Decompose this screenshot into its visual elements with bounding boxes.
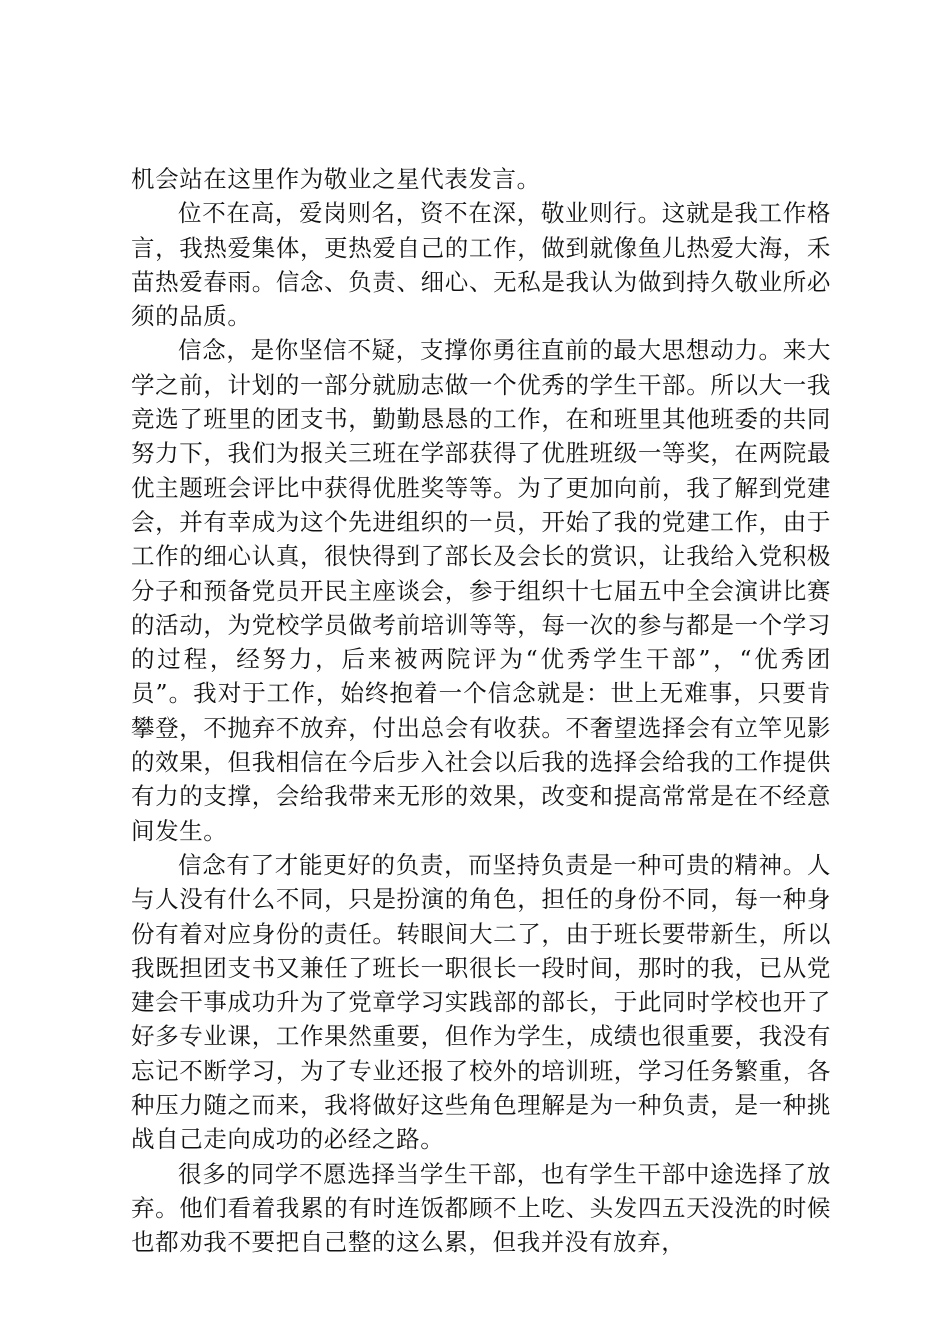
- document-page: [131, 162, 831, 1260]
- paragraph-continuation: 机会站在这里作为敬业之星代表发言。: [131, 165, 541, 193]
- paragraph-persistence: 很多的同学不愿选择当学生干部，也有学生干部中途选择了放弃。他们看着我累的有时连饭都顾不上吃、头发四五天没洗的时候也都劝我不要把自己整的这么累，但我并没有放弃，: [131, 1159, 831, 1257]
- paragraph-work-motto: 位不在高，爱岗则名，资不在深，敬业则行。这就是我工作格言，我热爱集体，更热爱自己的工作，做到就像鱼儿热爱大海，禾苗热爱春雨。信念、负责、细心、无私是我认为做到持久敬业所必须的品质。: [131, 199, 831, 331]
- paragraph-responsibility: 信念有了才能更好的负责，而坚持负责是一种可贵的精神。人与人没有什么不同，只是扮演的角色，担任的身份不同，每一种身份有着对应身份的责任。转眼间大二了，由于班长要带新生，所以我既担团支书又兼任了班长一职很长一段时间，那时的我，已从党建会干事成功升为了党章学习实践部的部长，于此同时学校也开了好多专业课，工作果然重要，但作为学生，成绩也很重要，我没有忘记不断学习，为了专业还报了校外的培训班，学习任务繁重，各种压力随之而来，我将做好这些角色理解是为一种负责，是一种挑战自己走向成功的必经之路。: [131, 850, 831, 1154]
- paragraph-belief: 信念，是你坚信不疑，支撑你勇往直前的最大思想动力。来大学之前，计划的一部分就励志做一个优秀的学生干部。所以大一我竞选了班里的团支书，勤勤恳恳的工作，在和班里其他班委的共同努力下，我们为报关三班在学部获得了优胜班级一等奖，在两院最优主题班会评比中获得优胜奖等等。为了更加向前，我了解到党建会，并有幸成为这个先进组织的一员，开始了我的党建工作，由于工作的细心认真，很快得到了部长及会长的赏识，让我给入党积极分子和预备党员开民主座谈会，参于组织十七届五中全会演讲比赛的活动，为党校学员做考前培训等等，每一次的参与都是一个学习的过程，经努力，后来被两院评为“优秀学生干部”，“优秀团员”。我对于工作，始终抱着一个信念就是：世上无难事，只要肯攀登，不抛弃不放弃，付出总会有收获。不奢望选择会有立竿见影的效果，但我相信在今后步入社会以后我的选择会给我的工作提供有力的支撑，会给我带来无形的效果，改变和提高常常是在不经意间发生。: [131, 336, 831, 845]
